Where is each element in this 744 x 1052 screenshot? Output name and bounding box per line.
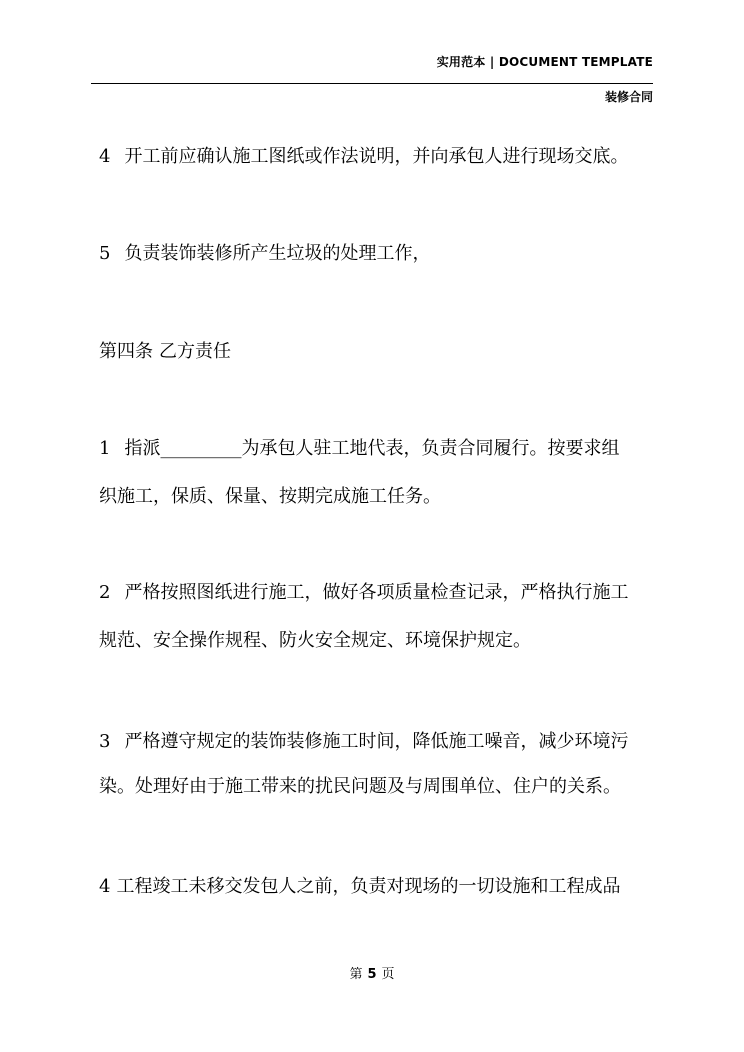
page-label-prefix: 第 (349, 967, 363, 982)
clause-b4-line1 (99, 875, 620, 899)
item-text: 严格按照图纸进行施工，做好各项质量检查记录，严格执行施工 (124, 582, 629, 603)
article-heading (99, 340, 231, 364)
item-text: 指派_________为承包人驻工地代表，负责合同履行。按要求组 (124, 438, 620, 459)
item-text: 开工前应确认施工图纸或作法说明，并向承包人进行现场交底。 (124, 146, 629, 167)
clause-b2-line2: 规范、安全操作规程、防火安全规定、环境保护规定。 (99, 630, 531, 651)
page-footer (0, 963, 744, 982)
clause-item-5 (99, 242, 430, 266)
header-subtitle: 装修合同 (604, 90, 653, 104)
page-label-suffix: 页 (381, 967, 395, 982)
item-text: 工程竣工未移交发包人之前，负责对现场的一切设施和工程成品 (116, 876, 621, 897)
item-text: 严格遵守规定的装饰装修施工时间，降低施工噪音，减少环境污 (124, 731, 629, 752)
article-number: 第四条 (99, 341, 153, 362)
item-number: 5 (99, 243, 111, 264)
item-number: 1 (99, 438, 111, 459)
clause-b3-line1 (99, 730, 628, 754)
clause-item-4 (99, 145, 628, 169)
clause-b2-line1 (99, 581, 628, 605)
header-title: 实用范本 | DOCUMENT TEMPLATE (436, 55, 653, 69)
item-number: 2 (99, 582, 111, 603)
clause-b3-line2: 染。处理好由于施工带来的扰民问题及与周围单位、住户的关系。 (99, 776, 621, 797)
article-title: 乙方责任 (159, 341, 231, 362)
item-number: 3 (99, 731, 111, 752)
item-text: 负责装饰装修所产生垃圾的处理工作， (124, 243, 431, 264)
clause-b1-line2: 织施工，保质、保量、按期完成施工任务。 (99, 486, 441, 507)
clause-b1-line1 (99, 437, 619, 461)
header-divider (91, 83, 653, 84)
page-number: 5 (367, 967, 377, 982)
item-number: 4 (99, 146, 111, 167)
item-number: 4 (99, 876, 111, 897)
